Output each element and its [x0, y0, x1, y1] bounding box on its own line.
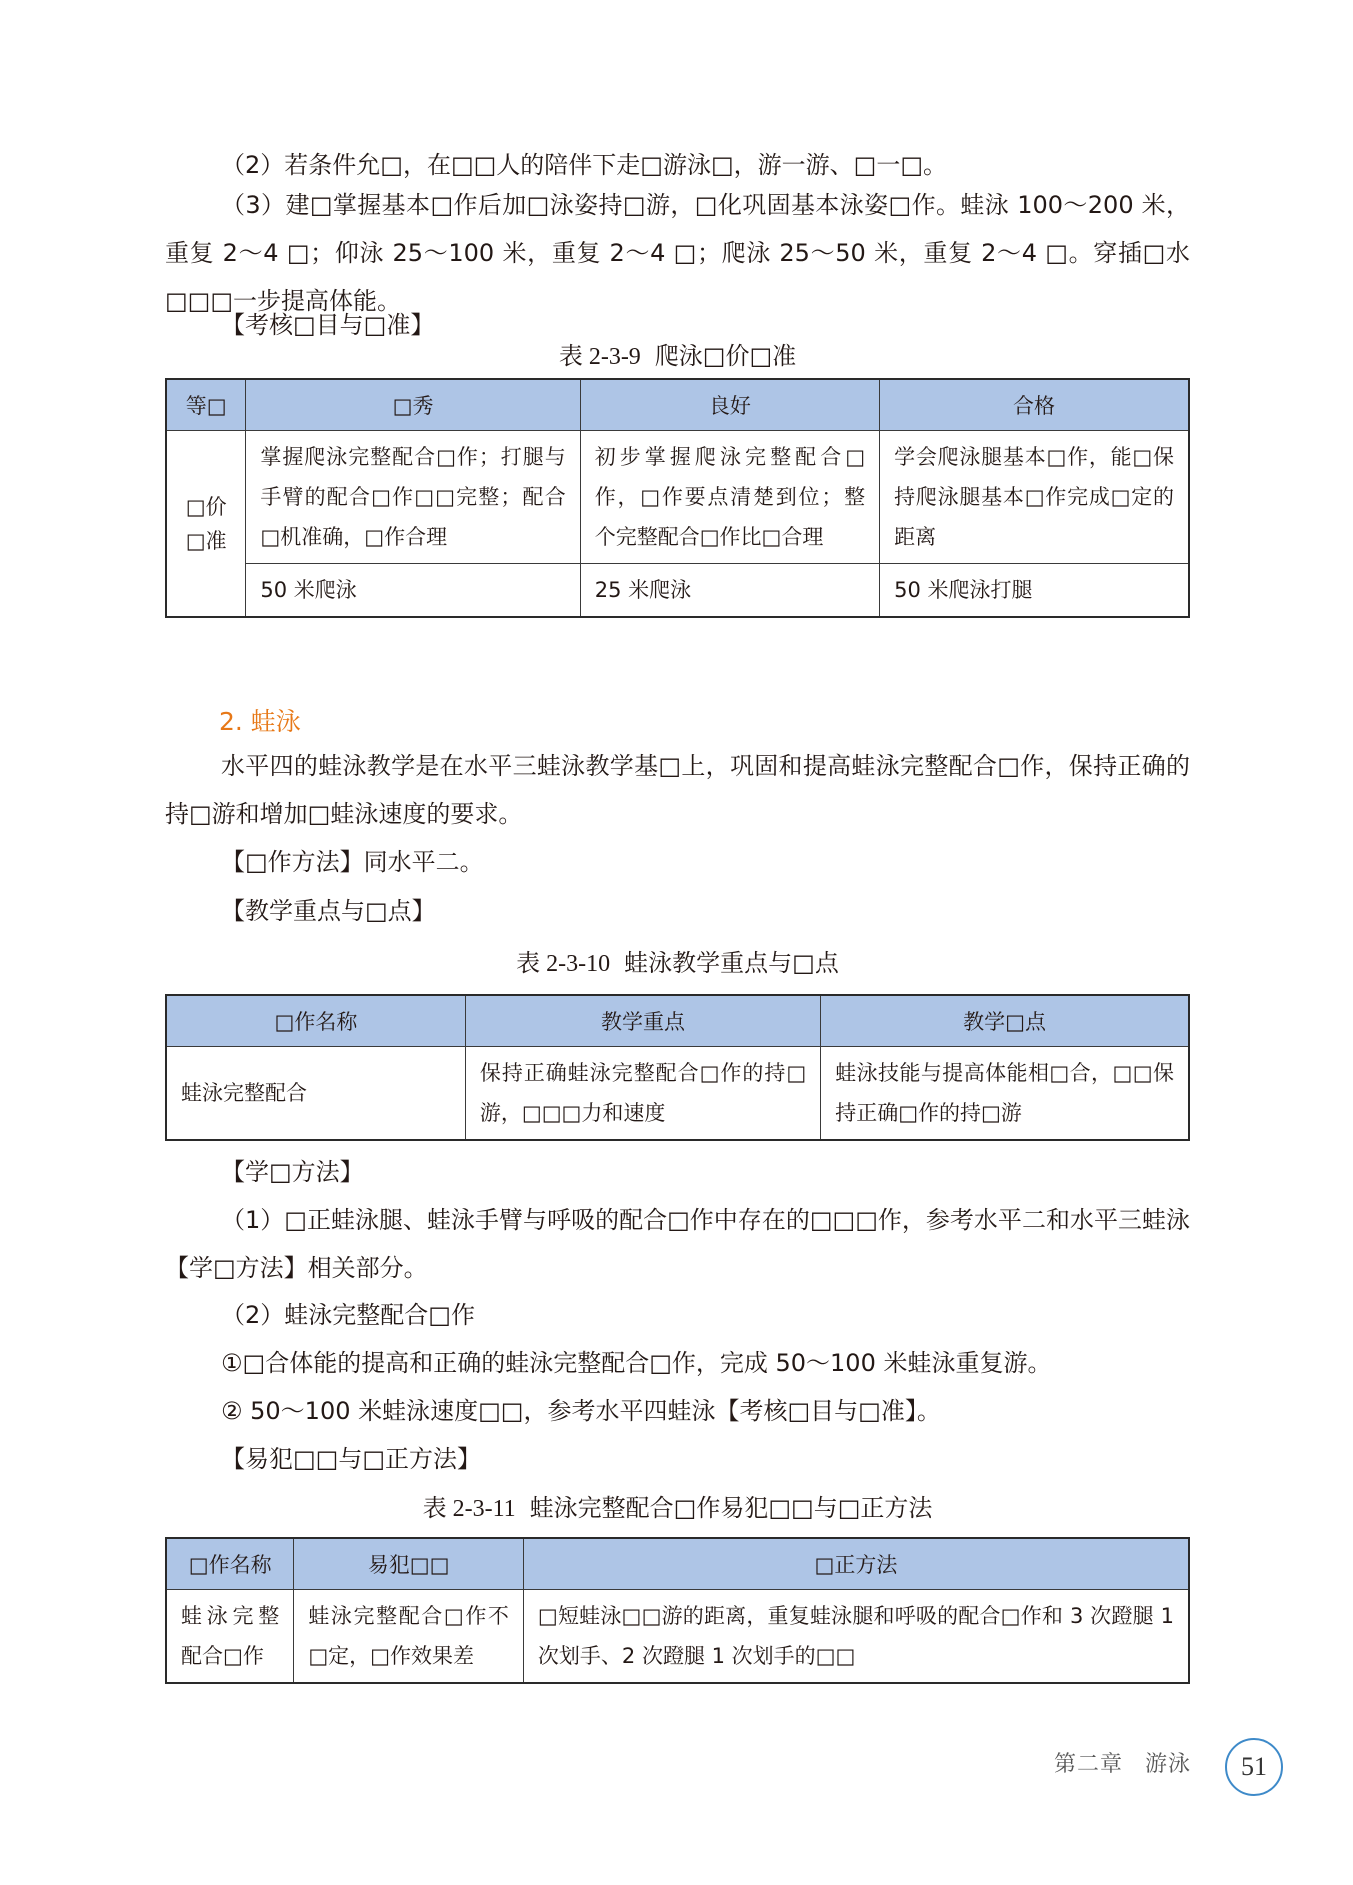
heading-learning-method: 【学□方法】	[221, 1158, 364, 1186]
table-cell: 25 米爬泳	[580, 564, 879, 618]
table3-caption	[165, 1488, 1190, 1529]
paragraph-training-plan: （3）建□掌握基本□作后加□泳姿持□游，□化巩固基本泳姿□作。蛙泳 100～200 米，重复 2～4 □；仰泳 25～100 米，重复 2～4 □；爬泳 25～50 米，重复 2～4 □。穿插□水□□□一步提高体能。	[165, 191, 1190, 315]
table2-caption	[165, 943, 1190, 984]
table-row	[166, 1047, 1189, 1141]
running-footer	[1054, 1745, 1191, 1785]
header-cell: □秀	[246, 379, 580, 431]
table1-title: 爬泳□价□准	[654, 342, 797, 370]
heading-method: 【□作方法】同水平二。	[221, 848, 484, 876]
table-cell: 掌握爬泳完整配合□作；打腿与手臂的配合□作□□完整；配合□机准确，□作合理	[246, 431, 580, 564]
paragraph-full-coordination: （2）蛙泳完整配合□作	[221, 1301, 475, 1329]
header-cell: 教学□点	[821, 995, 1189, 1047]
paragraph-step-one: ①□合体能的提高和正确的蛙泳完整配合□作，完成 50～100 米蛙泳重复游。	[221, 1349, 1052, 1377]
paragraph-step-two: ② 50～100 米蛙泳速度□□，参考水平四蛙泳【考核□目与□准】。	[221, 1397, 941, 1425]
paragraph-breaststroke-intro: 水平四的蛙泳教学是在水平三蛙泳教学基□上，巩固和提高蛙泳完整配合□作，保持正确的持□游和增加□蛙泳速度的要求。	[165, 752, 1190, 828]
breaststroke-errors-table	[165, 1537, 1190, 1684]
table-cell: 50 米爬泳打腿	[880, 564, 1189, 618]
table-header-row	[166, 995, 1189, 1047]
table-cell: □短蛙泳□□游的距离，重复蛙泳腿和呼吸的配合□作和 3 次蹬腿 1 次划手、2 次蹬腿 1 次划手的□□	[523, 1590, 1189, 1684]
header-cell: 等□	[166, 379, 246, 431]
header-cell: 合格	[880, 379, 1189, 431]
table1-number: 表 2-3-9	[558, 344, 641, 370]
table-cell: 初步掌握爬泳完整配合□作，□作要点清楚到位；整个完整配合□作比□合理	[580, 431, 879, 564]
paragraph-condition: （2）若条件允□，在□□人的陪伴下走□游泳□，游一游、□一□。	[221, 151, 947, 179]
table2-number: 表 2-3-10	[516, 951, 611, 977]
table-cell: 蛙泳技能与提高体能相□合，□□保持正确□作的持□游	[821, 1047, 1189, 1141]
table-header-row	[166, 379, 1189, 431]
header-cell: 良好	[580, 379, 879, 431]
header-cell: □正方法	[523, 1538, 1189, 1590]
table-cell: 蛙泳完整配合	[166, 1047, 465, 1141]
footer-chapter: 第二章	[1053, 1752, 1123, 1777]
crawl-evaluation-table	[165, 378, 1190, 618]
table1-caption	[165, 336, 1190, 377]
header-cell: □作名称	[166, 995, 465, 1047]
table-cell: 学会爬泳腿基本□作，能□保持爬泳腿基本□作完成□定的距离	[880, 431, 1189, 564]
heading-common-errors: 【易犯□□与□正方法】	[221, 1445, 482, 1473]
paragraph-correction: （1）□正蛙泳腿、蛙泳手臂与呼吸的配合□作中存在的□□□作，参考水平二和水平三蛙泳【学□方法】相关部分。	[165, 1206, 1190, 1282]
table3-title: 蛙泳完整配合□作易犯□□与□正方法	[529, 1494, 933, 1522]
heading-key-points: 【教学重点与□点】	[221, 897, 436, 925]
table-cell: 蛙泳完整配合□作不□定，□作效果差	[294, 1590, 524, 1684]
table-row	[166, 564, 1189, 618]
table3-number: 表 2-3-11	[422, 1496, 516, 1522]
header-cell: □作名称	[166, 1538, 294, 1590]
footer-topic: 游泳	[1144, 1752, 1191, 1777]
table-cell: 蛙泳完整配合□作	[166, 1590, 294, 1684]
heading-assessment: 【考核□目与□准】	[221, 311, 435, 339]
page-number-badge: 51	[1225, 1738, 1283, 1796]
table-cell: 保持正确蛙泳完整配合□作的持□游，□□□力和速度	[465, 1047, 820, 1141]
table-row	[166, 1590, 1189, 1684]
header-cell: 教学重点	[465, 995, 820, 1047]
header-cell: 易犯□□	[294, 1538, 524, 1590]
row-label-cell: □价□准	[166, 431, 246, 618]
table-header-row	[166, 1538, 1189, 1590]
breaststroke-keypoints-table	[165, 994, 1190, 1141]
table-row	[166, 431, 1189, 564]
table2-title: 蛙泳教学重点与□点	[624, 949, 839, 977]
section-title-breaststroke: 2. 蛙泳	[219, 707, 301, 736]
table-cell: 50 米爬泳	[246, 564, 580, 618]
